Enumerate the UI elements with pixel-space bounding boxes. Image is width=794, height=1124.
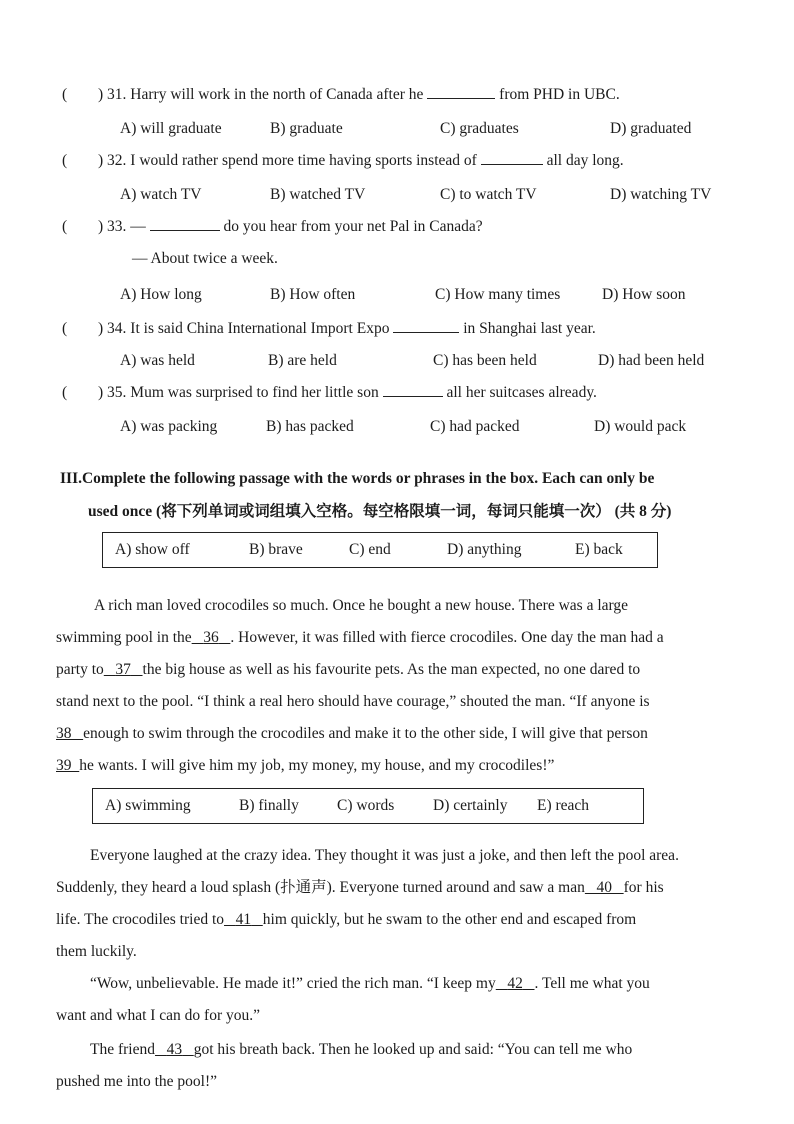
- passage-line: stand next to the pool. “I think a real hero should have courage,” shouted the man. “If anyone is: [56, 693, 650, 710]
- blank-36[interactable]: 36: [203, 629, 219, 646]
- option-b[interactable]: B) How often: [270, 286, 356, 303]
- question-number: ) 32.: [98, 152, 127, 169]
- word-box-item: A) show off: [115, 541, 190, 558]
- option-d[interactable]: D) How soon: [602, 286, 686, 303]
- passage-line: “Wow, unbelievable. He made it!” cried the rich man. “I keep my 42 . Tell me what you: [90, 975, 650, 992]
- blank-38[interactable]: 38: [56, 725, 72, 742]
- question-35: [62, 382, 734, 402]
- option-b[interactable]: B) are held: [268, 352, 337, 369]
- section-title: [60, 462, 736, 528]
- blank-37[interactable]: 37: [115, 661, 131, 678]
- passage-paragraph-2: [56, 840, 720, 968]
- question-stem: I would rather spend more time having sports instead of: [130, 152, 477, 169]
- question-stem-end: from PHD in UBC.: [499, 86, 620, 103]
- answer-paren[interactable]: (: [62, 384, 68, 401]
- question-stem: Harry will work in the north of Canada after he: [130, 86, 424, 103]
- passage-line: Suddenly, they heard a loud splash (扑通声). Everyone turned around and saw a man 40 for his: [56, 879, 664, 896]
- word-box-item: E) back: [575, 541, 623, 558]
- passage-line: The friend 43 got his breath back. Then he looked up and said: “You can tell me who: [90, 1041, 633, 1058]
- answer-paren[interactable]: (: [62, 218, 68, 235]
- passage-line: Everyone laughed at the crazy idea. They thought it was just a joke, and then left the pool area.: [90, 847, 679, 864]
- option-c[interactable]: C) How many times: [435, 286, 561, 303]
- option-a[interactable]: A) was held: [120, 352, 195, 369]
- passage-line: pushed me into the pool!”: [56, 1073, 217, 1090]
- question-stem: Mum was surprised to find her little son: [130, 384, 379, 401]
- word-box-item: C) end: [349, 541, 391, 558]
- section-title-line-2: used once (将下列单词或词组填入空格。每空格限填一词，每词只能填一次） (共 8 分): [88, 503, 672, 520]
- question-stem-end: all day long.: [546, 152, 624, 169]
- option-a[interactable]: A) watch TV: [120, 186, 202, 203]
- word-box-item: C) words: [337, 797, 395, 814]
- passage-line: 38 enough to swim through the crocodiles and make it to the other side, I will give that person: [56, 725, 648, 742]
- question-33-options: [120, 286, 734, 308]
- question-31-options: [120, 120, 734, 142]
- passage-line: them luckily.: [56, 943, 137, 960]
- answer-blank[interactable]: [427, 84, 495, 99]
- blank-43[interactable]: 43: [166, 1041, 183, 1058]
- passage-line: A rich man loved crocodiles so much. Once he bought a new house. There was a large: [94, 597, 629, 614]
- word-box-item: D) certainly: [433, 797, 508, 814]
- word-box-item: D) anything: [447, 541, 522, 558]
- question-number: ) 34.: [98, 320, 127, 337]
- section-title-line-1: III.Complete the following passage with the words or phrases in the box. Each can only be: [60, 470, 655, 487]
- option-c[interactable]: C) to watch TV: [440, 186, 537, 203]
- option-a[interactable]: A) will graduate: [120, 120, 222, 137]
- passage-paragraph-3: [56, 968, 720, 1032]
- option-d[interactable]: D) would pack: [594, 418, 687, 435]
- passage-line: party to 37 the big house as well as his favourite pets. As the man expected, no one dared to: [56, 661, 641, 678]
- question-32: [62, 150, 734, 170]
- option-b[interactable]: B) watched TV: [270, 186, 366, 203]
- passage-paragraph-1: [56, 590, 720, 782]
- answer-paren[interactable]: (: [62, 152, 68, 169]
- option-a[interactable]: A) was packing: [120, 418, 218, 435]
- question-number: ) 35.: [98, 384, 127, 401]
- question-stem-end: all her suitcases already.: [446, 384, 597, 401]
- option-c[interactable]: C) graduates: [440, 120, 519, 137]
- blank-42[interactable]: 42: [507, 975, 523, 992]
- passage-paragraph-4: [56, 1034, 720, 1098]
- answer-paren[interactable]: (: [62, 86, 68, 103]
- option-a[interactable]: A) How long: [120, 286, 202, 303]
- option-d[interactable]: D) graduated: [610, 120, 692, 137]
- question-stem: It is said China International Import Expo: [130, 320, 390, 337]
- word-box-1: [102, 532, 658, 568]
- word-box-item: A) swimming: [105, 797, 191, 814]
- answer-blank[interactable]: [481, 150, 543, 165]
- question-stem-end: in Shanghai last year.: [463, 320, 596, 337]
- question-number: ) 31.: [98, 86, 127, 103]
- answer-blank[interactable]: [150, 216, 220, 231]
- question-34: [62, 318, 734, 338]
- passage-line: 39 he wants. I will give him my job, my money, my house, and my crocodiles!”: [56, 757, 555, 774]
- question-stem: —: [130, 218, 146, 235]
- question-35-options: [120, 418, 734, 440]
- word-box-item: B) finally: [239, 797, 299, 814]
- word-box-item: E) reach: [537, 797, 590, 814]
- question-33: [62, 216, 734, 236]
- word-box-2: [92, 788, 644, 824]
- option-c[interactable]: C) had packed: [430, 418, 520, 435]
- question-stem-end: do you hear from your net Pal in Canada?: [223, 218, 483, 235]
- question-number: ) 33.: [98, 218, 127, 235]
- passage-line: want and what I can do for you.”: [56, 1007, 261, 1024]
- blank-40[interactable]: 40: [596, 879, 612, 896]
- question-31: [62, 84, 734, 104]
- question-34-options: [120, 352, 734, 374]
- option-d[interactable]: D) had been held: [598, 352, 705, 369]
- answer-blank[interactable]: [383, 382, 443, 397]
- option-d[interactable]: D) watching TV: [610, 186, 712, 203]
- option-b[interactable]: B) has packed: [266, 418, 354, 435]
- question-33-response: — About twice a week.: [132, 250, 278, 267]
- answer-paren[interactable]: (: [62, 320, 68, 337]
- passage-line: life. The crocodiles tried to 41 him quickly, but he swam to the other end and escaped from: [56, 911, 637, 928]
- blank-39[interactable]: 39: [56, 757, 72, 774]
- passage-line: swimming pool in the 36 . However, it was filled with fierce crocodiles. One day the man had a: [56, 629, 664, 646]
- word-box-item: B) brave: [249, 541, 303, 558]
- option-c[interactable]: C) has been held: [433, 352, 537, 369]
- question-32-options: [120, 186, 734, 208]
- blank-41[interactable]: 41: [235, 911, 252, 928]
- answer-blank[interactable]: [393, 318, 459, 333]
- option-b[interactable]: B) graduate: [270, 120, 343, 137]
